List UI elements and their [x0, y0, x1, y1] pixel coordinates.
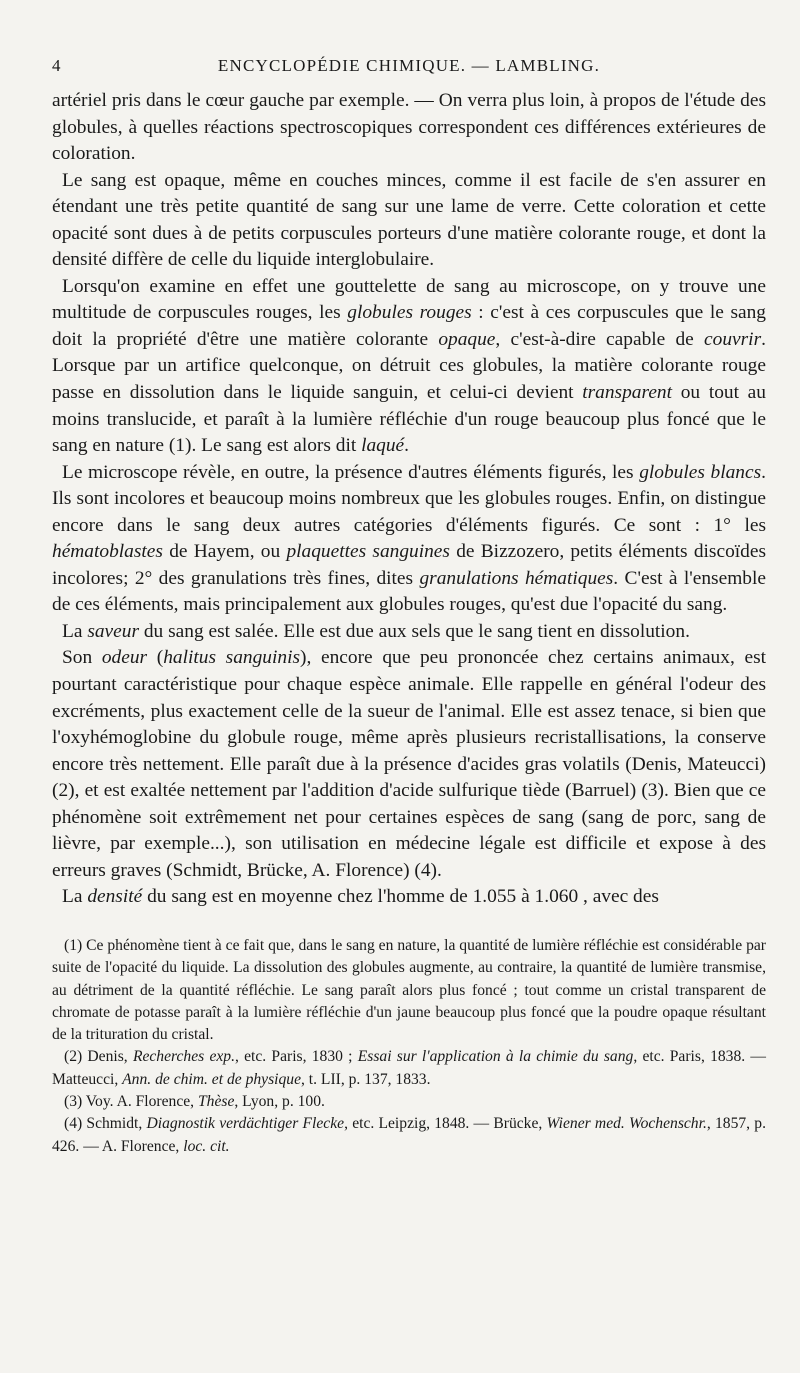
italic-term: globules rouges: [347, 302, 472, 324]
text-run: Son: [62, 647, 102, 669]
text-run: Le microscope révèle, en outre, la présence d'autres éléments figurés, les: [62, 461, 640, 483]
paragraph-opacity: [52, 168, 766, 274]
text-run: ou tout au moins translucide, et paraît à la lumière réfléchie d'un rouge beaucoup plus foncé que le sang en nature (1). Le sang est alors dit: [52, 382, 766, 457]
text-run: . Lorsque par un artifice quelconque, on détruit ces globules, la matière colorante rouge passe en dissolution dans le liquide sanguin, et celui-ci devient: [52, 328, 766, 404]
text-run: (1) Ce phénomène tient à ce fait que, dans le sang en nature, la quantité de lumière réfléchie est considérable par suite de l'opacité du liquide. La dissolution des globules augmente, au contraire, la quantité de lumière transmise, au détriment de la quantité réfléchie. Le sang paraît alors plus foncé ; tout comme un cristal transparent de chromate de potasse paraît à la lumière réfléchie d'un jaune beaucoup plus foncé que la poudre opaque résultant de la trituration du cristal.: [52, 936, 766, 1044]
italic-term: opaque: [438, 328, 496, 350]
text-run: , t. LII, p. 137, 1833.: [301, 1070, 431, 1088]
text-run: Lorsqu'on examine en effet une gouttelette de sang au microscope, on y trouve une multitude de corpuscules rouges, les: [52, 275, 766, 324]
text-run: . Ils sont incolores et beaucoup moins nombreux que les globules rouges. Enfin, on distingue encore dans le sang deux autres catégories d'éléments figurés. Ce sont : 1° les: [52, 461, 766, 536]
italic-title: loc. cit.: [183, 1137, 230, 1155]
paragraph-continued: [52, 88, 766, 168]
italic-term: saveur: [87, 620, 140, 642]
text-run: du sang est en moyenne chez l'homme de 1.055 à 1.060 , avec des: [142, 886, 659, 908]
italic-title: Wiener med. Wochenschr.: [546, 1115, 707, 1133]
text-run: (4) Schmidt,: [64, 1115, 147, 1133]
text-run: , c'est-à-dire capable de: [495, 328, 705, 350]
text-run: , etc. Paris, 1838. — Matteucci,: [52, 1048, 766, 1088]
main-text: [52, 88, 766, 911]
italic-term: laqué: [361, 435, 405, 457]
text-run: du sang est salée. Elle est due aux sels que le sang tient en dissolution.: [139, 620, 690, 642]
footnote-3: [52, 1091, 766, 1113]
text-run: (: [147, 647, 164, 669]
text-run: .: [404, 435, 410, 457]
italic-term: hématoblastes: [52, 541, 163, 563]
running-head: ENCYCLOPÉDIE CHIMIQUE. — LAMBLING.: [217, 56, 601, 75]
italic-term: couvrir: [704, 328, 762, 350]
page-number: 4: [52, 56, 62, 75]
text-run: de Bizzozero, petits éléments discoïdes incolores; 2° des granulations très fines, dites: [52, 541, 766, 589]
text-run: , 1857, p. 426. — A. Florence,: [52, 1115, 766, 1155]
footnote-4: [52, 1113, 766, 1158]
text-run: (3) Voy. A. Florence,: [64, 1093, 198, 1111]
text-run: La: [62, 620, 88, 642]
book-page: [52, 56, 766, 1158]
text-run: , etc. Leipzig, 1848. — Brücke,: [344, 1115, 547, 1133]
italic-title: Thèse: [197, 1093, 235, 1111]
italic-title: Recherches exp.: [132, 1048, 235, 1066]
text-run: . C'est à l'ensemble de ces éléments, mais principalement aux globules rouges, qu'est due l'opacité du sang.: [52, 567, 766, 616]
italic-term: plaquettes sanguines: [286, 541, 450, 563]
paragraph-taste: [52, 619, 766, 646]
text-run: artériel pris dans le cœur gauche par exemple. — On verra plus loin, à propos de l'étude des globules, à quelles réactions spectroscopiques correspondent ces différences extérieures de coloration.: [52, 90, 766, 165]
italic-title: Essai sur l'application à la chimie du sang: [357, 1048, 634, 1066]
text-run: Le sang est opaque, même en couches minces, comme il est facile de s'en assurer en étendant une très petite quantité de sang sur une lame de verre. Cette coloration et cette opacité sont dues à de petits corpuscules porteurs d'une matière colorante rouge, et dont la densité diffère de celle du liquide interglobulaire.: [52, 169, 766, 271]
text-run: ), encore que peu prononcée chez certains animaux, est pourtant caractéristique pour chaque espèce animale. Elle rappelle en général l'odeur des excréments, plus exactement celle de la sueur de l'animal. Elle est assez tenace, si bien que l'oxyhémoglobine du globule rouge, même après plusieurs recristallisations, la conserve encore très nettement. Elle paraît due à la présence d'acides gras volatils (Denis, Mateucci) (2), et est exaltée nettement par l'addition d'acide sulfurique tiède (Barruel) (3). Bien que ce phénomène soit extrêmement net pour certaines espèces de sang (sang de porc, sang de lièvre, par exemple...), son utilisation en médecine légale est difficile et expose à des erreurs graves (Schmidt, Brücke, A. Florence) (4).: [52, 647, 766, 881]
text-run: La: [62, 886, 88, 908]
footnote-2: [52, 1046, 766, 1091]
text-run: , Lyon, p. 100.: [234, 1093, 325, 1111]
italic-term: halitus sanguinis: [163, 647, 301, 669]
italic-term: globules blancs: [639, 461, 762, 483]
italic-term: densité: [87, 886, 143, 908]
paragraph-odor: [52, 645, 766, 884]
italic-title: Diagnostik verdächtiger Flecke: [146, 1115, 345, 1133]
italic-term: odeur: [101, 647, 148, 669]
text-run: (2) Denis,: [64, 1048, 133, 1066]
italic-title: Ann. de chim. et de physique: [122, 1070, 301, 1088]
paragraph-density: [52, 884, 766, 911]
text-run: de Hayem, ou: [162, 541, 287, 563]
text-run: : c'est à ces corpuscules que le sang doit la propriété d'être une matière colorante: [52, 302, 766, 350]
page-header: [52, 56, 766, 82]
footnotes: [52, 935, 766, 1158]
italic-term: transparent: [582, 382, 673, 404]
paragraph-white-cells: [52, 460, 766, 619]
text-run: , etc. Paris, 1830 ;: [235, 1048, 358, 1066]
paragraph-microscope: [52, 274, 766, 460]
footnote-1: [52, 935, 766, 1046]
italic-term: granulations hématiques: [419, 567, 614, 589]
